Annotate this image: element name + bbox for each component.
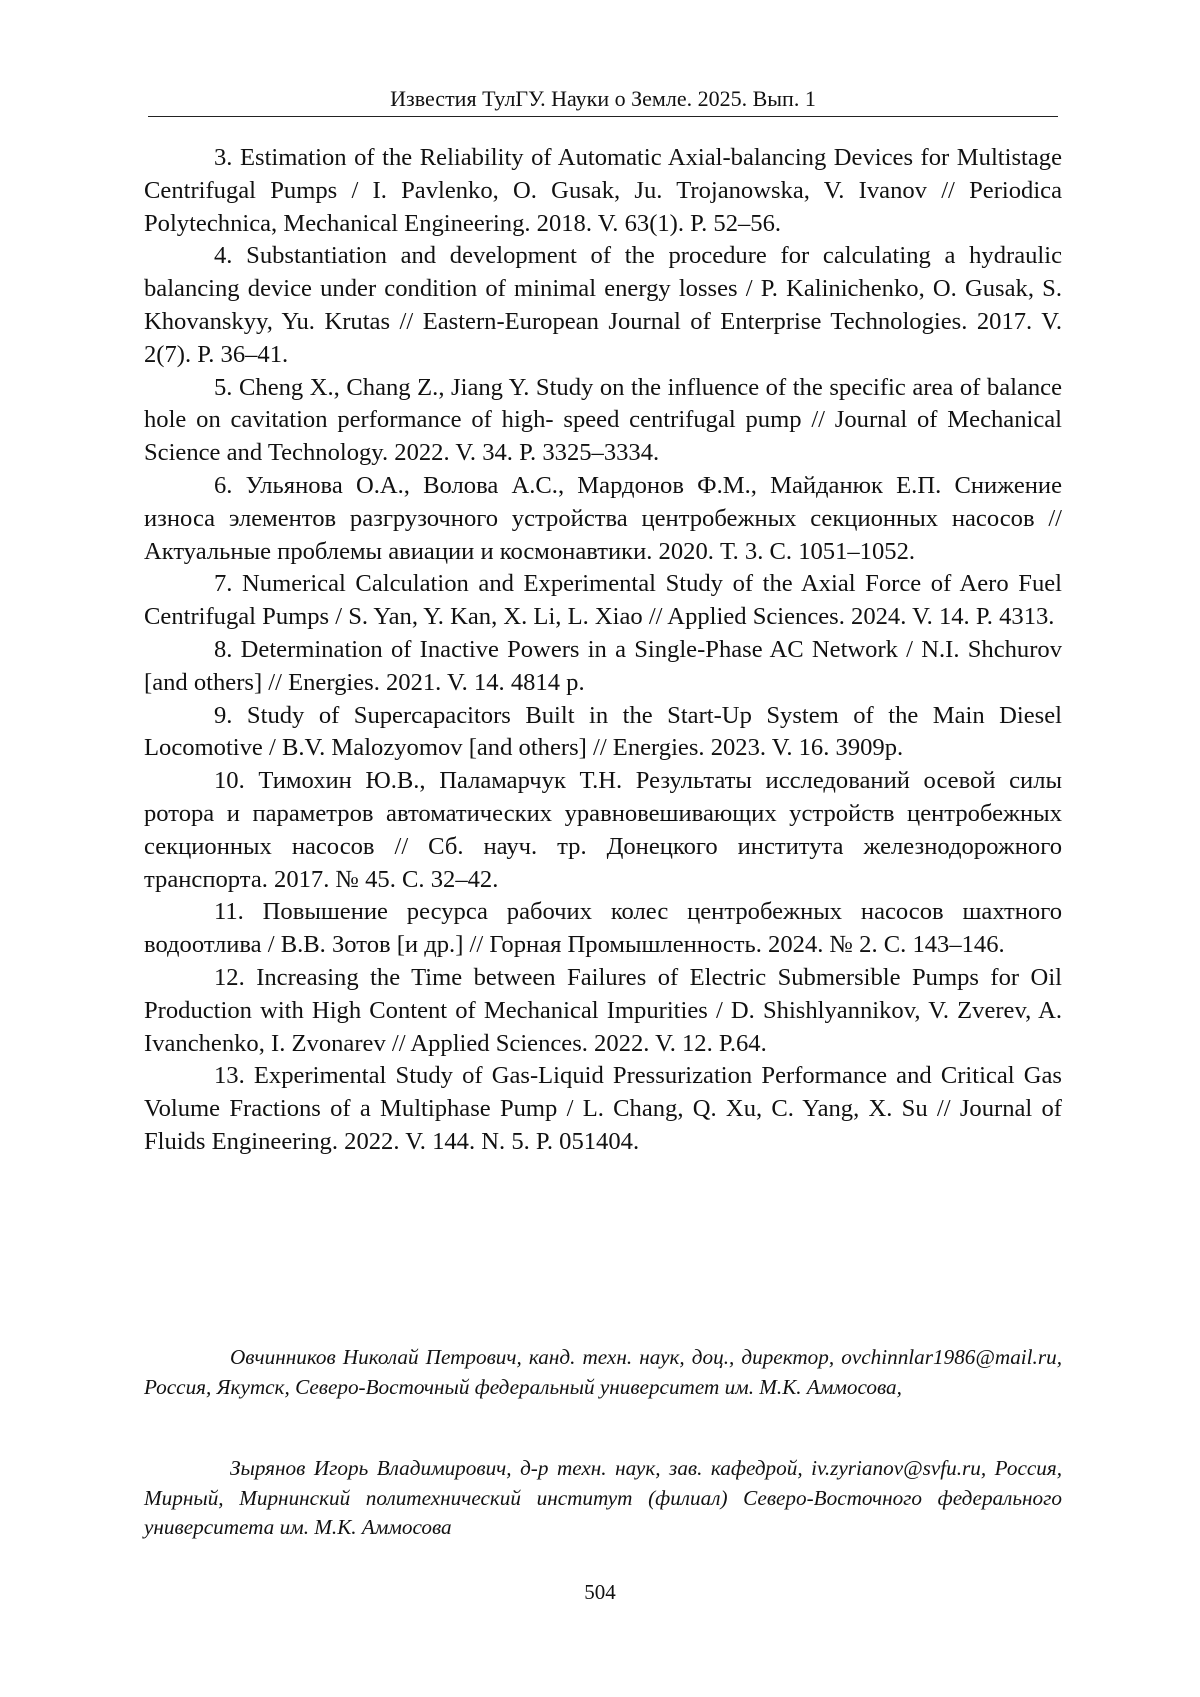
author-zyryanov: Зырянов Игорь Владимирович, д-р техн. наук, зав. кафедрой, iv.zyrianov@svfu.ru, Россия, Мирный, Мирнинский политехнический институт (филиал) Северо-Восточного федерального университета им. М.К. Аммосова <box>144 1456 1062 1539</box>
author-info <box>144 1343 1062 1543</box>
reference-8: 8. Determination of Inactive Powers in a Single-Phase AC Network / N.I. Shchurov [and others] // Energies. 2021. V. 14. 4814 p. <box>144 635 1062 696</box>
header-rule <box>148 116 1058 117</box>
reference-6: 6. Ульянова О.А., Волова А.С., Мардонов Ф.М., Майданюк Е.П. Снижение износа элементов разгрузочного устройства центробежных секционных насосов // Актуальные проблемы авиации и космонавтики. 2020. Т. 3. С. 1051–1052. <box>144 471 1062 565</box>
reference-13: 13. Experimental Study of Gas-Liquid Pressurization Performance and Critical Gas Volume Fractions of a Multiphase Pump / L. Chang, Q. Xu, C. Yang, X. Su // Journal of Fluids Engineering. 2022. V. 144. N. 5. P. 051404. <box>144 1062 1062 1155</box>
reference-5: 5. Cheng X., Chang Z., Jiang Y. Study on the influence of the specific area of balance hole on cavitation performance of high- speed centrifugal pump // Journal of Mechanical Science and Technology. 2022. V. 34. P. 3325–3334. <box>144 373 1062 467</box>
reference-12: 12. Increasing the Time between Failures of Electric Submersible Pumps for Oil Production with High Content of Mechanical Impurities / D. Shishlyannikov, V. Zverev, A. Ivanchenko, I. Zvonarev // Applied Sciences. 2022. V. 12. P.64. <box>144 963 1062 1057</box>
reference-list <box>144 142 1062 1159</box>
running-header: Известия ТулГУ. Науки о Земле. 2025. Вып. 1 <box>390 86 816 111</box>
reference-3: 3. Estimation of the Reliability of Automatic Axial-balancing Devices for Multistage Centrifugal Pumps / I. Pavlenko, O. Gusak, Ju. Trojanowska, V. Ivanov // Periodica Polytechnica, Mechanical Engineering. 2018. V. 63(1). P. 52–56. <box>144 144 1062 237</box>
reference-7: 7. Numerical Calculation and Experimental Study of the Axial Force of Aero Fuel Centrifugal Pumps / S. Yan, Y. Kan, X. Li, L. Xiao // Applied Sciences. 2024. V. 14. P. 4313. <box>144 570 1062 631</box>
reference-10: 10. Тимохин Ю.В., Паламарчук Т.Н. Результаты исследований осевой силы ротора и параметров автоматических уравновешивающих устройств центробежных секционных насосов // Сб. науч. тр. Донецкого института железнодорожного транспорта. 2017. № 45. С. 32–42. <box>144 767 1062 893</box>
reference-4: 4. Substantiation and development of the procedure for calculating a hydraulic balancing device under condition of minimal energy losses / P. Kalinichenko, O. Gusak, S. Khovanskyy, Yu. Krutas // Eastern-European Journal of Enterprise Technologies. 2017. V. 2(7). P. 36–41. <box>144 242 1062 368</box>
reference-11: 11. Повышение ресурса рабочих колес центробежных насосов шахтного водоотлива / В.В. Зотов [и др.] // Горная Промышленность. 2024. № 2. С. 143–146. <box>144 898 1062 959</box>
reference-9: 9. Study of Supercapacitors Built in the Start-Up System of the Main Diesel Locomotive / B.V. Malozyomov [and others] // Energies. 2023. V. 16. 3909p. <box>144 701 1062 762</box>
author-ovchinnikov: Овчинников Николай Петрович, канд. техн. наук, доц., директор, ovchinnlar1986@mail.ru, Россия, Якутск, Северо-Восточный федеральный университет им. М.К. Аммосова, <box>144 1345 1062 1399</box>
page-number: 504 <box>584 1580 616 1604</box>
